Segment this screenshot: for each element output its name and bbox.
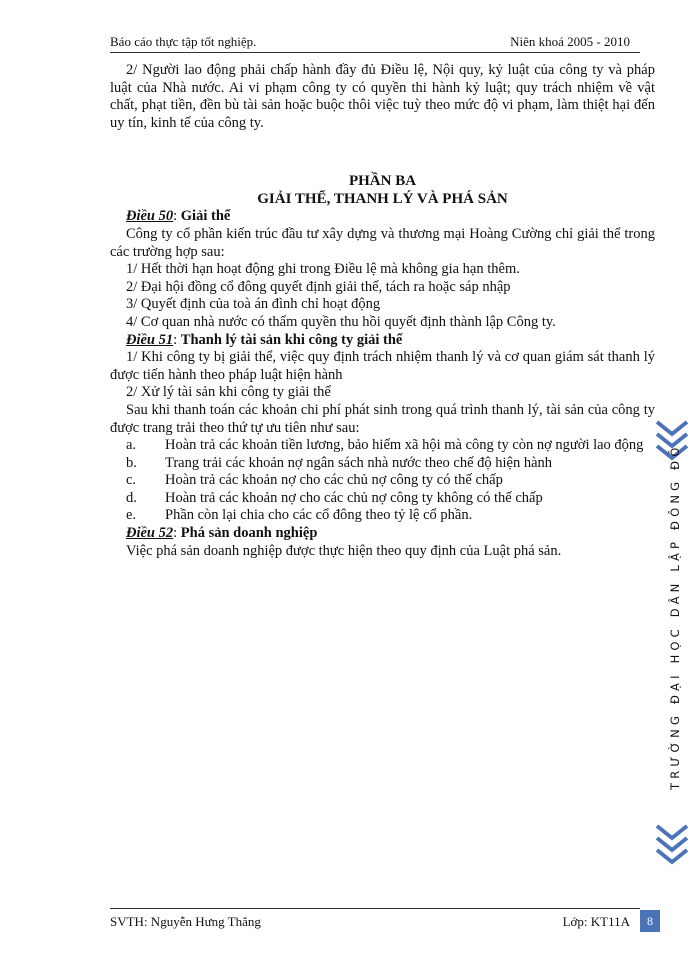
article-50-item: 1/ Hết thời hạn hoạt động ghi trong Điều lệ mà không gia hạn thêm. bbox=[126, 261, 520, 278]
article-52-heading bbox=[110, 525, 655, 543]
page-header bbox=[110, 34, 640, 53]
list-item bbox=[110, 507, 655, 525]
article-50-item: 4/ Cơ quan nhà nước có thẩm quyền thu hồi quyết định thành lập Công ty. bbox=[126, 313, 556, 330]
intro-paragraph: 2/ Người lao động phải chấp hành đầy đủ Điều lệ, Nội quy, kỷ luật của công ty và pháp luật của Nhà nước. Ai vi phạm công ty có quyền thi hành kỷ luật; quy trách nhiệm về vật chất, phạt tiền, đền bù tài sản hoặc buộc thôi việc tuỳ theo mức độ vi phạm, làm thiệt hại đến uy tín, kinh tế của công ty. bbox=[110, 62, 655, 131]
article-50-title: Giải thể bbox=[180, 208, 231, 225]
list-text: Hoàn trả các khoản nợ cho các chủ nợ công ty có thế chấp bbox=[165, 472, 503, 489]
list-text: Phần còn lại chia cho các cổ đông theo tỷ lệ cổ phần. bbox=[165, 507, 473, 524]
list-letter: b. bbox=[126, 454, 137, 471]
list-text: Hoàn trả các khoản tiền lương, bảo hiểm xã hội mà công ty còn nợ người lao động bbox=[165, 437, 644, 454]
article-50-heading bbox=[110, 208, 655, 226]
page-number: 8 bbox=[640, 910, 660, 932]
article-52-p1: Việc phá sản doanh nghiệp được thực hiện theo quy định của Luật phá sản. bbox=[126, 542, 562, 559]
footer-student: SVTH: Nguyễn Hưng Thắng bbox=[110, 914, 261, 929]
list-text: Hoàn trả các khoản nợ cho các chủ nợ công ty không có thế chấp bbox=[165, 489, 543, 506]
article-51-p3: Sau khi thanh toán các khoản chi phí phát sinh trong quá trình thanh lý, tài sản của công ty được trang trải theo thứ tự ưu tiên như sau: bbox=[110, 401, 655, 436]
chevron-down-icon bbox=[654, 822, 690, 868]
page-footer bbox=[110, 908, 640, 929]
list-letter: d. bbox=[126, 489, 137, 506]
footer-class: Lớp: KT11A bbox=[562, 914, 630, 929]
header-right: Niên khoá 2005 - 2010 bbox=[510, 34, 630, 49]
article-50-sep: : bbox=[173, 208, 181, 225]
article-52-number: Điều 52 bbox=[126, 525, 174, 542]
article-51-p2: 2/ Xử lý tài sản khi công ty giải thể bbox=[126, 384, 331, 401]
list-item bbox=[110, 455, 655, 473]
article-52-title: Phá sản doanh nghiệp bbox=[180, 525, 318, 542]
part-subtitle: GIẢI THỂ, THANH LÝ VÀ PHÁ SẢN bbox=[257, 191, 508, 208]
document-body bbox=[110, 62, 655, 560]
part-title: PHẦN BA bbox=[348, 173, 417, 190]
header-left: Báo cáo thực tập tốt nghiệp. bbox=[110, 34, 257, 49]
list-item bbox=[110, 472, 655, 490]
article-50-item: 2/ Đại hội đồng cổ đông quyết định giải thể, tách ra hoặc sáp nhập bbox=[126, 278, 511, 295]
school-vertical-label: TRƯỜNG ĐẠI HỌC DÂN LẬP ĐÔNG ĐÔ bbox=[668, 443, 682, 790]
list-letter: e. bbox=[126, 507, 137, 524]
article-50-intro: Công ty cổ phần kiến trúc đầu tư xây dựng và thương mại Hoàng Cường chỉ giải thể trong các trường hợp sau: bbox=[110, 225, 655, 260]
article-52-sep: : bbox=[173, 525, 181, 542]
article-51-number: Điều 51 bbox=[126, 331, 174, 348]
list-text: Trang trải các khoản nợ ngân sách nhà nước theo chế độ hiện hành bbox=[165, 454, 553, 471]
list-item bbox=[110, 437, 655, 455]
list-item bbox=[110, 490, 655, 508]
article-51-title: Thanh lý tài sản khi công ty giải thể bbox=[180, 331, 403, 348]
article-50-number: Điều 50 bbox=[126, 208, 174, 225]
list-letter: c. bbox=[126, 472, 137, 489]
article-50-item: 3/ Quyết định của toà án đình chỉ hoạt động bbox=[126, 296, 381, 313]
list-letter: a. bbox=[126, 437, 137, 454]
article-51-sep: : bbox=[173, 331, 181, 348]
article-51-heading bbox=[110, 332, 655, 350]
article-51-p1: 1/ Khi công ty bị giải thể, việc quy định trách nhiệm thanh lý và cơ quan giám sát thanh lý được tiến hành theo pháp luật hiện hành bbox=[110, 349, 655, 383]
